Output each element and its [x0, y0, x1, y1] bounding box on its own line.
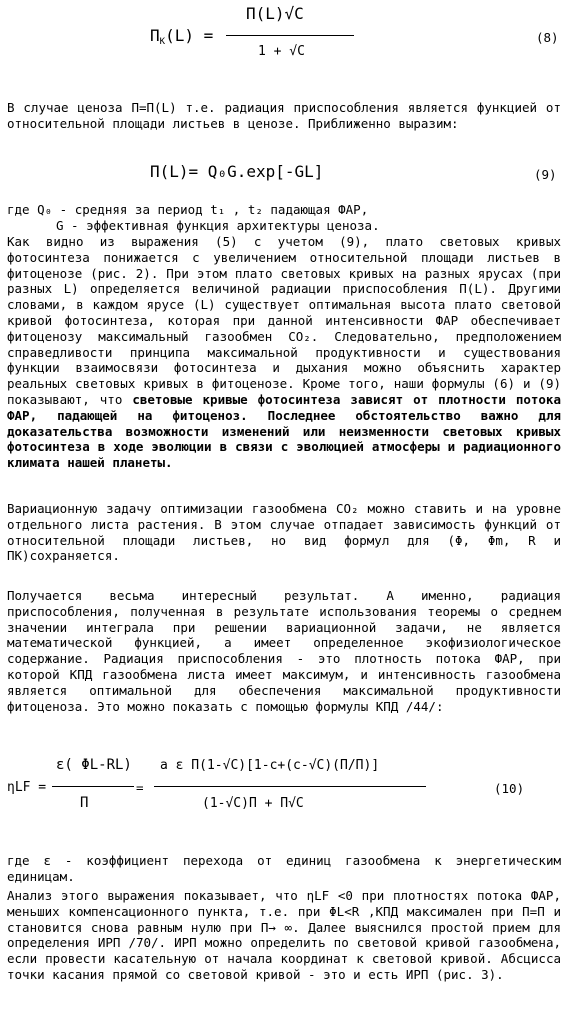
- eq8-numerator: П(L)√C: [246, 4, 304, 23]
- eq8-fraction-bar: [226, 35, 354, 36]
- eq9-formula: П(L)= Q₀G.exp[-GL]: [150, 162, 324, 181]
- paragraph-3: Вариационную задачу оптимизации газообмена CO₂ можно ставить и на уровне отдельного листа растения. В этом случае отпадает зависимость функций от относительной площади листьев, но вид формул для (Φ, Φm, R и ПK)сохраняется.: [7, 501, 561, 564]
- eq8-lhs: ПK(L) =: [150, 26, 214, 47]
- eq10-fraction1-bar: [52, 786, 134, 787]
- eq10-fraction2-denominator: (1-√C)П + П√C: [202, 796, 304, 811]
- where-q0-line: где Q₀ - средняя за период t₁ , t₂ падающая ФАР,: [7, 202, 369, 217]
- eq10-fraction1-numerator: ε( ΦL-RL): [56, 757, 132, 773]
- paragraph-2-normal-text: Как видно из выражения (5) с учетом (9), плато световых кривых фотосинтеза понижается с увеличением относительной площади листьев в фитоценозе (рис. 2). При этом плато световых кривых на разных ярусах (при разных L) определяется величиной радиации приспособления П(L). Другими словами, в каждом ярусе (L) существует оптимальная высота плато световой кривой фотосинтеза, которая при данной интенсивности ФАР обеспечивает фитоценозу максимальный газообмен CO₂. Следовательно, предположением справедливости принципа максимальной продуктивности и существования функции взаимосвязи фотосинтеза и дыхания можно объяснить характер реальных световых кривых в фитоценозе. Кроме того, наши формулы (6) и (9) показывают, что: [7, 234, 561, 407]
- paragraph-5: Анализ этого выражения показывает, что ηLF <0 при плотностях потока ФАР, меньших компенсационного пункта, т.е. при ΦL<R ,КПД максимален при П=П и становится снова равным нулю при П→ ∞. Далее выяснился простой прием для определения ИРП /70/. ИРП можно определить по световой кривой газообмена, если провести касательную от начала координат к световой кривой. Абсцисса точки касания прямой со световой кривой - это и есть ИРП (рис. 3).: [7, 888, 561, 982]
- eq8-denominator: 1 + √C: [258, 44, 305, 59]
- where-g-line: G - эффективная функция архитектуры ценоза.: [56, 218, 380, 233]
- paragraph-4: Получается весьма интересный результат. А именно, радиация приспособления, полученная в результате использования теоремы о среднем значении интеграла при решении вариационной задачи, не является математической функцией, а имеет определенное экофизиологическое содержание. Радиация приспособления - это плотность потока ФАР, при которой КПД газообмена листа имеет максимум, и интенсивность газообмена является оптимальной для обеспечения максимальной продуктивности фитоценоза. Это можно показать с помощью формулы КПД /44/:: [7, 588, 561, 714]
- eq10-fraction2-numerator: a ε П(1-√C)[1-c+(c-√C)(П/П)]: [160, 758, 380, 773]
- paragraph-2: [7, 234, 561, 471]
- eq10-fraction1-denominator: П: [80, 795, 89, 811]
- eq8-number: (8): [536, 30, 559, 45]
- eq10-lhs: ηLF =: [7, 780, 47, 795]
- eq10-equals: =: [136, 780, 144, 795]
- where-epsilon-line: где ε - коэффициент перехода от единиц газообмена к энергетическим единицам.: [7, 853, 561, 884]
- paragraph-1: В случае ценоза П=П(L) т.е. радиация приспособления является функцией от относительной площади листьев в ценозе. Приближенно выразим:: [7, 100, 561, 131]
- eq10-number: (10): [494, 781, 525, 796]
- eq10-fraction2-bar: [154, 786, 426, 787]
- eq9-number: (9): [534, 167, 557, 182]
- paragraph-2-bold-text: световые кривые фотосинтеза зависят от плотности потока ФАР, падающей на фитоценоз. Последнее обстоятельство важно для доказательства возможности изменений или неизменности световых кривых фотосинтеза в ходе эволюции в связи с эволюцией атмосферы и радиационного климата нашей планеты.: [7, 391, 561, 471]
